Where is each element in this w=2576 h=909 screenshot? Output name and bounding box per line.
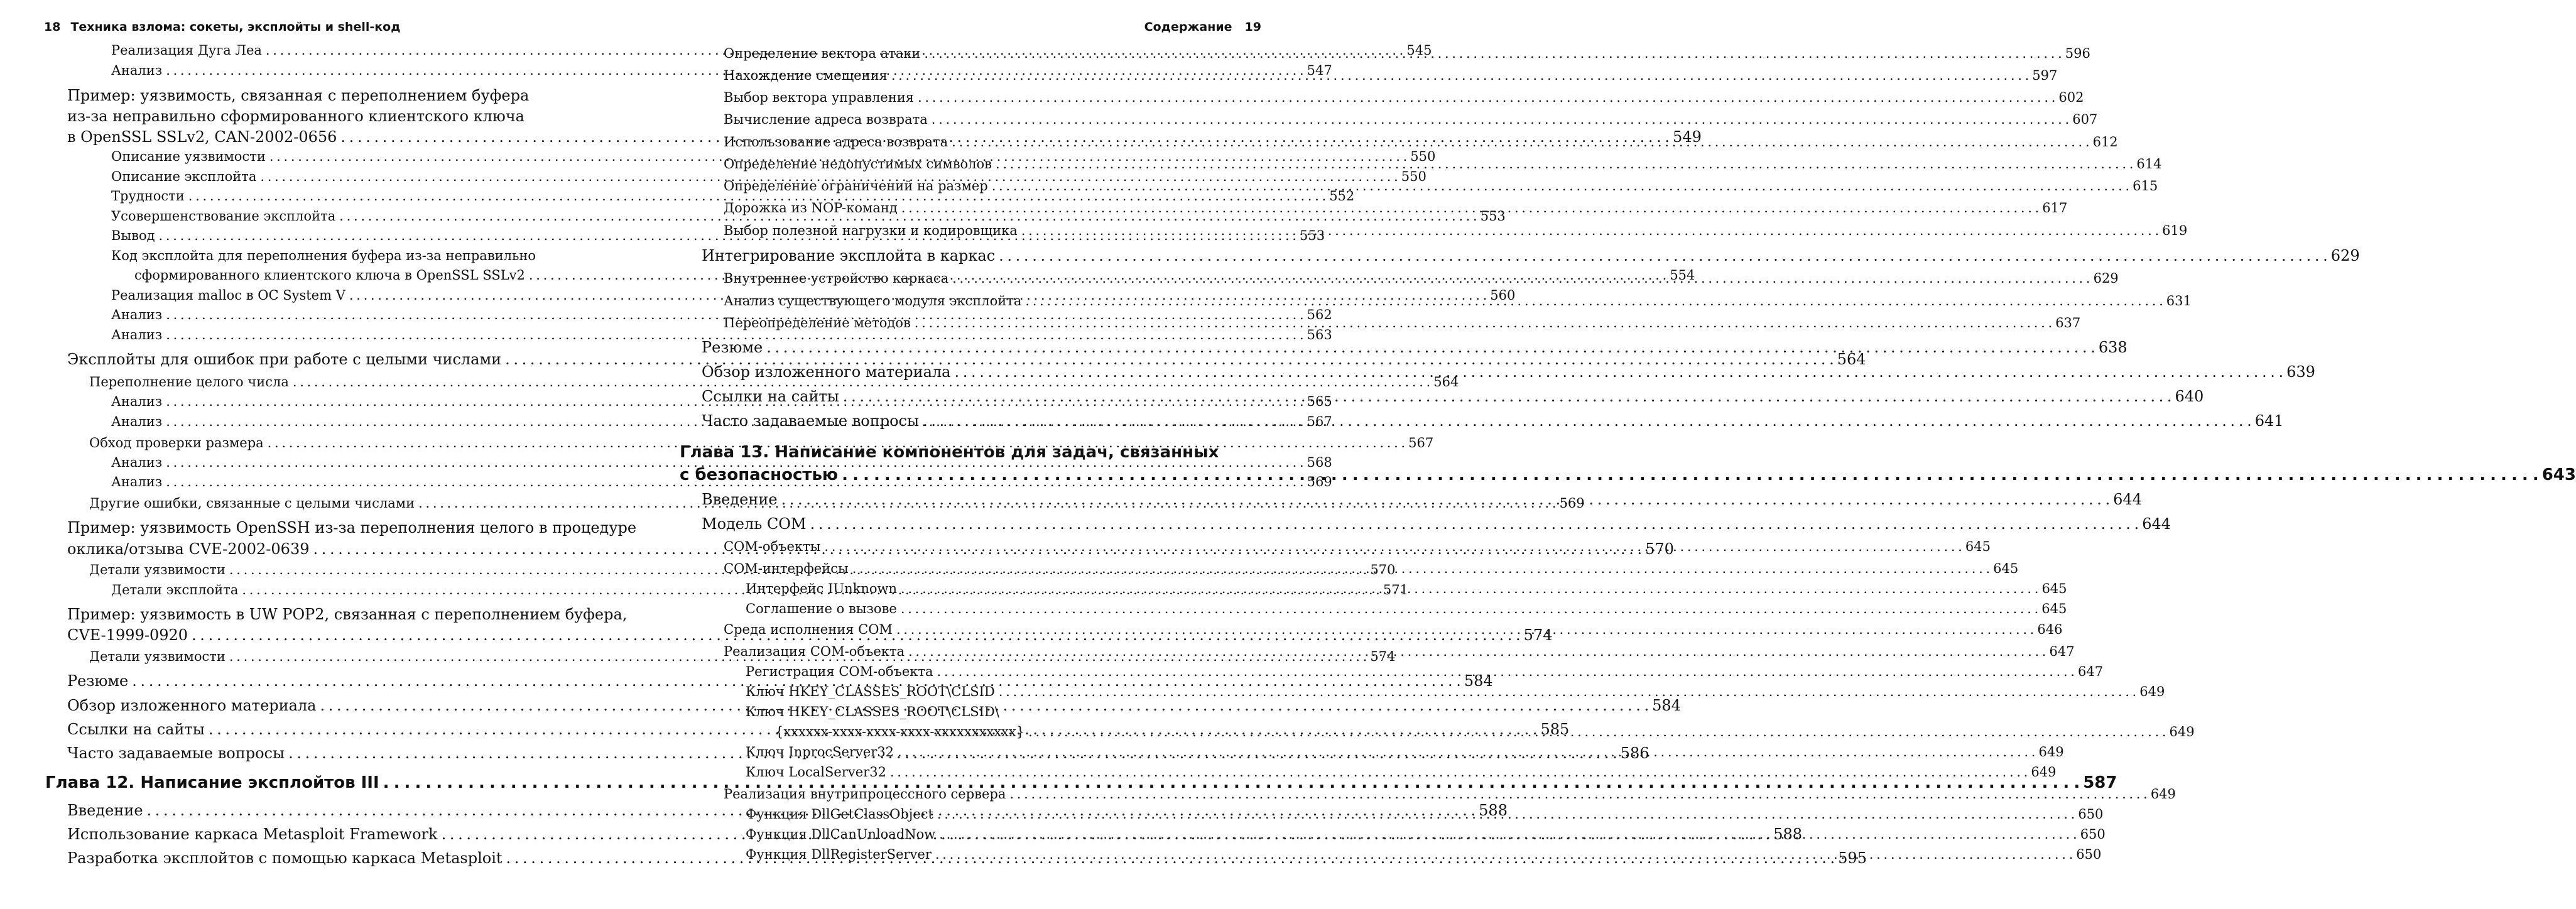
toc-page-number: 570 <box>1370 562 1396 577</box>
toc-entry-title: Функция DllCanUnloadNow <box>746 827 936 842</box>
toc-page-number: 647 <box>2049 644 2075 659</box>
dot-leader <box>781 488 2110 511</box>
toc-entry-title: Выбор вектора управления <box>724 90 914 105</box>
toc-entry-title: Анализ <box>111 63 163 78</box>
toc-page-number: 641 <box>2254 412 2284 430</box>
dot-leader <box>908 642 2045 661</box>
dot-leader <box>896 620 2033 639</box>
toc-page-number: 560 <box>1490 288 1516 303</box>
toc-page-number: 614 <box>2136 156 2162 171</box>
dot-leader <box>1021 221 2158 240</box>
toc-page-number: 645 <box>1993 561 2019 576</box>
toc-page-number: 629 <box>2093 271 2119 286</box>
toc-entry-title: Описание уязвимости <box>111 149 266 164</box>
toc-page-number: 567 <box>1408 435 1434 450</box>
toc-entry <box>724 88 2084 107</box>
toc-entry-title: Ключ InprocServer32 <box>746 744 894 759</box>
toc-page-number: 584 <box>1464 672 1493 690</box>
dot-leader <box>996 155 2133 173</box>
toc-page-number: 571 <box>1383 582 1408 597</box>
toc-entry-title: Разработка эксплойтов с помощью каркаса Metasploit <box>67 849 503 867</box>
toc-page-number: 574 <box>1523 626 1553 644</box>
toc-page-number: 649 <box>2139 684 2165 699</box>
dot-leader <box>923 410 2251 432</box>
dot-leader <box>939 825 2076 844</box>
toc-entry-title: Дорожка из NOP-команд <box>724 200 898 215</box>
toc-entry-title-line: Ключ HKEY_CLASSES_ROOT\CLSID\ <box>746 704 999 719</box>
toc-page-number: 639 <box>2286 363 2315 381</box>
toc-entry-title: Анализ <box>111 414 163 429</box>
dot-leader <box>935 845 2072 864</box>
toc-entry-title: Обзор изложенного материала <box>67 697 317 714</box>
toc-entry-title: Переполнение целого числа <box>89 374 289 389</box>
toc-page-number: 565 <box>1307 394 1332 409</box>
toc-entry-title: Анализ <box>111 455 163 470</box>
toc-entry <box>89 373 1459 391</box>
toc-entry-title: Нахождение смещения <box>724 68 888 83</box>
dot-leader <box>810 513 2139 535</box>
dot-leader <box>852 559 1989 578</box>
toc-page-number: 550 <box>1401 169 1427 184</box>
page-header <box>44 18 401 36</box>
toc-page-number: 649 <box>2038 744 2064 759</box>
toc-entry-title: Часто задаваемые вопросы <box>702 412 920 430</box>
toc-entry-title: Ссылки на сайты <box>67 721 205 738</box>
running-title: Содержание <box>1144 20 1232 34</box>
toc-entry-title: Определение вектора атаки <box>724 46 921 61</box>
toc-entry-title: Резюме <box>67 672 129 690</box>
toc-entry-title: Функция DllGetClassObject <box>746 807 933 822</box>
toc-entry-title: Введение <box>702 491 778 508</box>
dot-leader <box>766 336 2095 359</box>
toc-entry-title: Среда исполнения COM <box>724 622 893 637</box>
dot-leader <box>932 110 2068 129</box>
toc-page-number: 550 <box>1410 149 1436 164</box>
toc-entry-title: Часто задаваемые вопросы <box>67 744 285 762</box>
toc-entry-title: Обзор изложенного материала <box>702 363 951 381</box>
dot-leader <box>901 579 2038 598</box>
toc-page-number: 554 <box>1670 268 1695 283</box>
toc-entry-title: Резюме <box>702 339 763 356</box>
toc-page-number: 650 <box>2080 827 2106 842</box>
dot-leader <box>842 464 2538 486</box>
dot-leader <box>824 537 1961 556</box>
toc-page-number: 644 <box>2113 491 2142 508</box>
toc-page-number: 643 <box>2541 465 2576 484</box>
toc-entry-title: Внутреннее устройство каркаса <box>724 271 949 286</box>
dot-leader <box>955 361 2283 383</box>
dot-leader <box>937 805 2074 824</box>
toc-entry-title: CVE-1999-0920 <box>67 626 188 644</box>
toc-page-number: 595 <box>1838 849 1867 867</box>
toc-entry-title: Определение недопустимых символов <box>724 156 992 171</box>
toc-entry-title-line: Код эксплойта для переполнения буфера из-за неправильно <box>111 248 536 263</box>
toc-entry-title-line: из-за неправильно сформированного клиентского ключа <box>67 107 524 125</box>
toc-entry <box>111 187 1355 205</box>
toc-entry <box>111 325 1332 344</box>
dot-leader <box>924 44 2061 63</box>
dot-leader <box>992 177 2129 195</box>
toc-page-number: 607 <box>2072 112 2098 127</box>
toc-entry-title: Интегрирование эксплойта в каркас <box>702 247 996 264</box>
toc-entry-title: Интерфейс IUnknown <box>746 581 898 596</box>
toc-page-number: 568 <box>1307 455 1332 470</box>
toc-entry-title: Использование адреса возврата <box>724 134 948 150</box>
toc-page-number: 549 <box>1673 128 1702 146</box>
toc-entry <box>724 110 2098 129</box>
toc-entry-title: Вывод <box>111 228 155 243</box>
toc-entry <box>702 513 2171 535</box>
toc-page-number: 615 <box>2133 178 2158 193</box>
dot-leader <box>937 662 2074 681</box>
toc-page-number: 545 <box>1406 43 1432 58</box>
toc-entry-title: Определение ограничений на размер <box>724 178 988 193</box>
toc-entry-title: Анализ существующего модуля эксплойта <box>724 293 1022 308</box>
toc-entry-title: Модель COM <box>702 515 807 533</box>
toc-entry-title: Ключ LocalServer32 <box>746 765 886 780</box>
toc-entry <box>746 682 2165 701</box>
toc-page-number: 637 <box>2055 315 2081 330</box>
toc-entry-title: Эксплойты для ошибок при работе с целыми числами <box>67 351 502 368</box>
toc-entry <box>702 244 2360 267</box>
dot-leader <box>915 313 2052 332</box>
toc-entry-title: Анализ <box>111 474 163 489</box>
toc-entry-title: Функция DllRegisterServer <box>746 847 932 862</box>
toc-page-number: 547 <box>1307 63 1332 78</box>
toc-entry-title: Усовершенствование эксплойта <box>111 209 336 224</box>
page-header <box>1144 18 1261 36</box>
toc-page-number: 574 <box>1370 649 1396 664</box>
toc-page-number: 649 <box>2031 765 2057 780</box>
page-number: 19 <box>1244 20 1261 34</box>
toc-page-number: 586 <box>1620 744 1649 762</box>
toc-entry-title: Переопределение методов <box>724 315 911 330</box>
toc-page-number: 638 <box>2098 339 2128 356</box>
toc-entry-title: Глава 12. Написание эксплойтов III <box>45 773 379 792</box>
dot-leader <box>999 682 2136 701</box>
toc-page-number: 645 <box>2041 581 2067 596</box>
toc-entry-title-line: Пример: уязвимость, связанная с переполнением буфера <box>67 87 530 104</box>
toc-entry-title: Анализ <box>111 327 163 342</box>
toc-chapter-title-line: Глава 13. Написание компонентов для задач, связанных <box>680 443 1219 462</box>
dot-leader <box>1025 291 2162 310</box>
toc-page-number: 570 <box>1645 540 1674 558</box>
toc-entry-title: Описание эксплойта <box>111 169 257 184</box>
toc-page-number: 602 <box>2058 90 2084 105</box>
toc-page-number: 647 <box>2077 664 2104 679</box>
toc-entry-title: Детали уязвимости <box>89 649 226 664</box>
toc-entry-title: COM-объекты <box>724 539 821 554</box>
dot-leader <box>952 133 2089 151</box>
toc-entry <box>724 785 2176 803</box>
toc-page-number: 612 <box>2092 134 2118 150</box>
toc-entry <box>67 348 1866 371</box>
toc-page-number: 631 <box>2166 293 2192 308</box>
dot-leader <box>891 66 2028 85</box>
toc-entry-title: Введение <box>67 802 143 819</box>
dot-leader <box>890 763 2027 781</box>
toc-entry-title: Регистрация COM-объекта <box>746 664 933 679</box>
toc-entry-title: Вычисление адреса возврата <box>724 112 928 127</box>
toc-entry-title: Реализация malloc в ОС System V <box>111 288 345 303</box>
toc-page-number: 588 <box>1773 825 1802 843</box>
toc-page-number: 596 <box>2065 46 2090 61</box>
toc-entry-title: Реализация COM-объекта <box>724 644 905 659</box>
toc-entry-title: Ссылки на сайты <box>702 388 839 405</box>
toc-page-number: 564 <box>1837 351 1866 368</box>
toc-page-number: 567 <box>1307 414 1332 429</box>
toc-entry <box>702 336 2128 359</box>
dot-leader <box>918 88 2055 107</box>
toc-page-number: 597 <box>2032 68 2058 83</box>
page-number: 18 <box>44 20 61 34</box>
dot-leader <box>999 244 2327 267</box>
dot-leader <box>843 385 2171 408</box>
toc-page-number: 587 <box>2083 773 2117 792</box>
toc-entry-title: {xxxxxx-xxxx-xxxx-xxxx-xxxxxxxxxxx} <box>775 724 1025 739</box>
toc-page-number: 629 <box>2330 247 2360 264</box>
toc-page-number: 619 <box>2162 223 2188 238</box>
toc-page-number: 650 <box>2076 847 2102 862</box>
toc-page-number: 584 <box>1652 697 1681 714</box>
toc-page-number: 569 <box>1307 474 1332 489</box>
toc-entry <box>724 177 2158 195</box>
toc-entry-title-line: Пример: уязвимость в UW POP2, связанная с переполнением буфера, <box>67 606 628 623</box>
toc-page-number: 553 <box>1299 228 1325 243</box>
toc-entry-title-line: Пример: уязвимость OpenSSH из-за переполнения целого в процедуре <box>67 519 637 536</box>
running-title: Техника взлома: сокеты, эксплойты и shell-код <box>70 20 401 34</box>
toc-page-number: 644 <box>2142 515 2171 533</box>
toc-entry-title: сформированного клиентского ключа в OpenSSL SSLv2 <box>134 268 525 283</box>
toc-entry-title: Анализ <box>111 394 163 409</box>
toc-entry-title: Использование каркаса Metasploit Framework <box>67 825 438 843</box>
dot-leader <box>952 269 2089 288</box>
toc-entry-title: Детали эксплойта <box>111 582 239 597</box>
toc-entry <box>89 433 1434 452</box>
dot-leader <box>1009 785 2146 803</box>
toc-page-number: 588 <box>1479 802 1508 819</box>
toc-entry-title: Другие ошибки, связанные с целыми числами <box>89 496 415 511</box>
toc-page-number: 569 <box>1559 496 1585 511</box>
toc-entry <box>111 453 1332 472</box>
toc-entry-title: оклика/отзыва CVE-2002-0639 <box>67 540 310 558</box>
toc-page-number: 553 <box>1480 209 1506 224</box>
dot-leader <box>1028 722 2165 741</box>
toc-page-number: 645 <box>2041 601 2067 616</box>
toc-entry-title: с безопасностью <box>680 465 839 484</box>
toc-page-number: 640 <box>2175 388 2204 405</box>
dot-leader <box>898 743 2035 761</box>
toc-page-number: 564 <box>1433 374 1459 389</box>
toc-entry <box>746 763 2057 781</box>
toc-entry-title: Обход проверки размера <box>89 435 264 450</box>
toc-entry-title: Соглашение о вызове <box>746 601 897 616</box>
toc-entry-title: Реализация Дуга Леа <box>111 43 262 58</box>
toc-page-number: 645 <box>1965 539 1991 554</box>
toc-page-number: 646 <box>2037 622 2063 637</box>
toc-entry-title: в OpenSSL SSLv2, CAN-2002-0656 <box>67 128 337 146</box>
toc-page-number: 562 <box>1307 307 1332 322</box>
toc-entry-title: Ключ HKEY_CLASSES_ROOT\CLSID <box>746 684 995 699</box>
toc-page-number: 617 <box>2042 200 2068 215</box>
toc-entry-title: Анализ <box>111 307 163 322</box>
toc-entry-title: Трудности <box>111 188 185 204</box>
toc-page-number: 563 <box>1307 327 1332 342</box>
toc-page-number: 650 <box>2078 807 2104 822</box>
toc-page-number: 585 <box>1540 721 1570 738</box>
dot-leader <box>901 199 2038 217</box>
toc-page-number: 649 <box>2169 724 2195 739</box>
toc-entry-title: Реализация внутрипроцессного сервера <box>724 787 1006 802</box>
toc-entry-title: Выбор полезной нагрузки и кодировщика <box>724 223 1018 238</box>
toc-page-number: 552 <box>1329 188 1355 204</box>
toc-entry-title: COM-интерфейсы <box>724 561 849 576</box>
toc-entry <box>746 599 2067 618</box>
toc-entry-title: Детали уязвимости <box>89 562 226 577</box>
dot-leader <box>901 599 2038 618</box>
toc-page-number: 649 <box>2150 787 2176 802</box>
